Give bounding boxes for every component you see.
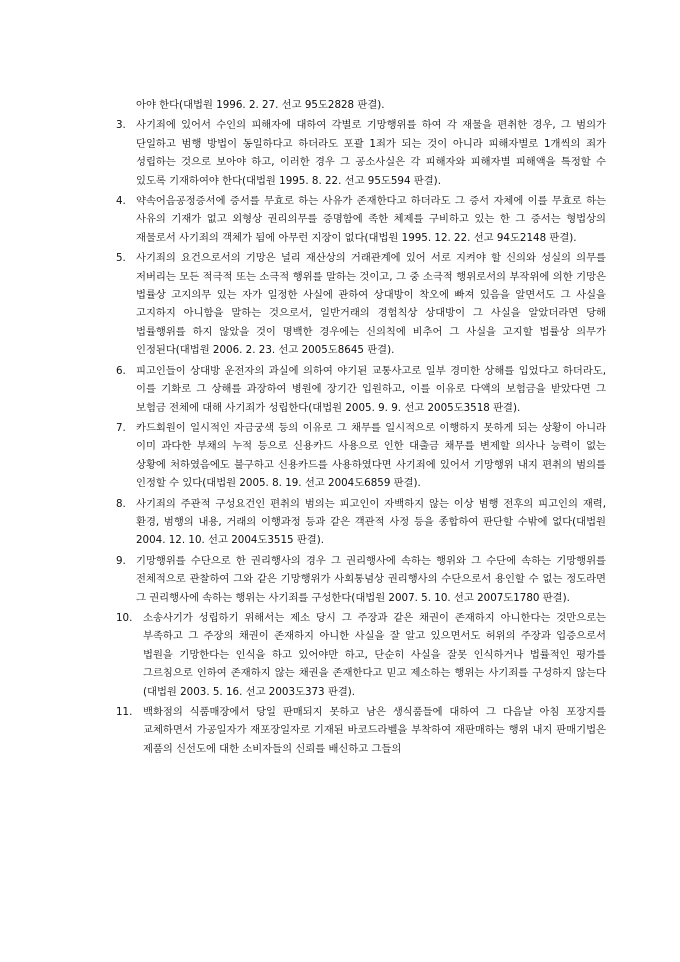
item-text: 소송사기가 성립하기 위해서는 제소 당시 그 주장과 같은 채권이 존재하지 아니한다는 것만으로는 부족하고 그 주장의 채권이 존재하지 아니한 사실을 잘 알고 있으면서도 허위의 주장과 입증으로서 법원을 기망한다는 인식을 하고 있어야만 하고, 단순히 사실을 잘못 인식하거나 법률적인 평가를 그르침으로 인하여 존재하지 않는 채권을 존재한다고 믿고 제소하는 행위는 사기죄를 구성하지 않는다(대법원 2003. 5. 16. 선고 2003도373 판결). [143,611,606,698]
item-text: 사기죄의 주관적 구성요건인 편취의 범의는 피고인이 자백하지 않는 이상 범행 전후의 피고인의 재력, 환경, 범행의 내용, 거래의 이행과정 등과 같은 객관적 사정 등을 종합하여 판단할 수밖에 없다(대법원 2004. 12. 10. 선고 2004도3515 판결). [136,497,606,547]
item-text: 카드회원이 일시적인 자금궁색 등의 이유로 그 채무를 일시적으로 이행하지 못하게 되는 상황이 아니라 이미 과다한 부채의 누적 등으로 신용카드 사용으로 인한 대출금 채무를 변제할 의사나 능력이 없는 상황에 처하였음에도 불구하고 신용카드를 사용하였다면 사기죄에 있어서 기망행위 내지 편취의 범의를 인정할 수 있다(대법원 2005. 8. 19. 선고 2004도6859 판결). [136,421,606,490]
item-text: 약속어음공정증서에 증서를 무효로 하는 사유가 존재한다고 하더라도 그 증서 자체에 이를 무효로 하는 사유의 기재가 없고 외형상 권리의무를 증명함에 족한 체제를 구비하고 있는 한 그 증서는 형법상의 재물로서 사기죄의 객체가 됨에 아무런 지장이 없다(대법원 1995. 12. 22. 선고 94도2148 판결). [136,195,606,244]
list-item-3 [116,116,606,190]
item-number: 7. [116,421,126,434]
list-item-9 [116,552,606,607]
list-item-7 [116,419,606,493]
item-text: 사기죄에 있어서 수인의 피해자에 대하여 각별로 기망행위를 하여 각 재물을 편취한 경우, 그 범의가 단일하고 범행 방법이 동일하다고 하더라도 포괄 1죄가 되는 것이 아니라 피해자별로 1개씩의 죄가 성립하는 것으로 보아야 하고, 이러한 경우 그 공소사실은 각 피해자와 피해자별 피해액을 특정할 수 있도록 기재하여야 한다(대법원 1995. 8. 22. 선고 95도594 판결). [136,119,606,187]
list-item-4 [116,192,606,247]
item-number: 6. [116,364,126,377]
list-item-8 [116,495,606,550]
item-number: 9. [116,554,126,567]
item-text: 사기죄의 요건으로서의 기망은 널리 재산상의 거래관계에 있어 서로 지켜야 할 신의와 성실의 의무를 저버리는 모든 적극적 또는 소극적 행위를 말하는 것이고, 그 중 소극적 행위로서의 부작위에 의한 기망은 법률상 고지의무 있는 자가 일정한 사실에 관하여 상대방이 착오에 빠져 있음을 알면서도 그 사실을 고지하지 아니함을 말하는 것으로서, 일반거래의 경험칙상 상대방이 그 사실을 알았더라면 당해 법률행위를 하지 않았을 것이 명백한 경우에는 신의칙에 비추어 그 사실을 고지할 법률상 의무가 인정된다(대법원 2006. 2. 23. 선고 2005도8645 판결). [136,252,606,357]
item-number: 8. [116,497,126,510]
item-text: 백화점의 식품매장에서 당일 판매되지 못하고 남은 생식품들에 대하여 그 다음날 아침 포장지를 교체하면서 가공일자가 재포장일자로 기재된 바코드라벨을 부착하여 재판매하는 행위 내지 판매기법은 제품의 신선도에 대한 소비자들의 신뢰를 배신하고 그들의 [143,706,606,755]
list-item-11 [116,703,606,758]
item-number: 11. [116,706,133,718]
list-item-10 [116,609,606,701]
item-number: 5. [116,252,126,265]
continued-paragraph: 아야 한다(대법원 1996. 2. 27. 선고 95도2828 판결). [136,99,385,111]
item-number: 4. [116,195,126,208]
list-item-6 [116,362,606,417]
document-body [116,96,606,760]
list-item-5 [116,249,606,359]
item-number: 3. [116,119,126,132]
item-text: 기망행위를 수단으로 한 권리행사의 경우 그 권리행사에 속하는 행위와 그 수단에 속하는 기망행위를 전체적으로 관찰하여 그와 같은 기망행위가 사회통념상 권리행사의 수단으로서 용인할 수 없는 정도라면 그 권리행사에 속하는 행위는 사기죄를 구성한다(대법원 2007. 5. 10. 선고 2007도1780 판결). [136,554,606,604]
item-text: 피고인들이 상대방 운전자의 과실에 의하여 야기된 교통사고로 일부 경미한 상해를 입었다고 하더라도, 이를 기화로 그 상해를 과장하여 병원에 장기간 입원하고, 이를 이유로 다액의 보험금을 받았다면 그 보험금 전체에 대해 사기죄가 성립한다(대법원 2005. 9. 9. 선고 2005도3518 판결). [136,364,606,414]
item-number: 10. [116,611,133,624]
